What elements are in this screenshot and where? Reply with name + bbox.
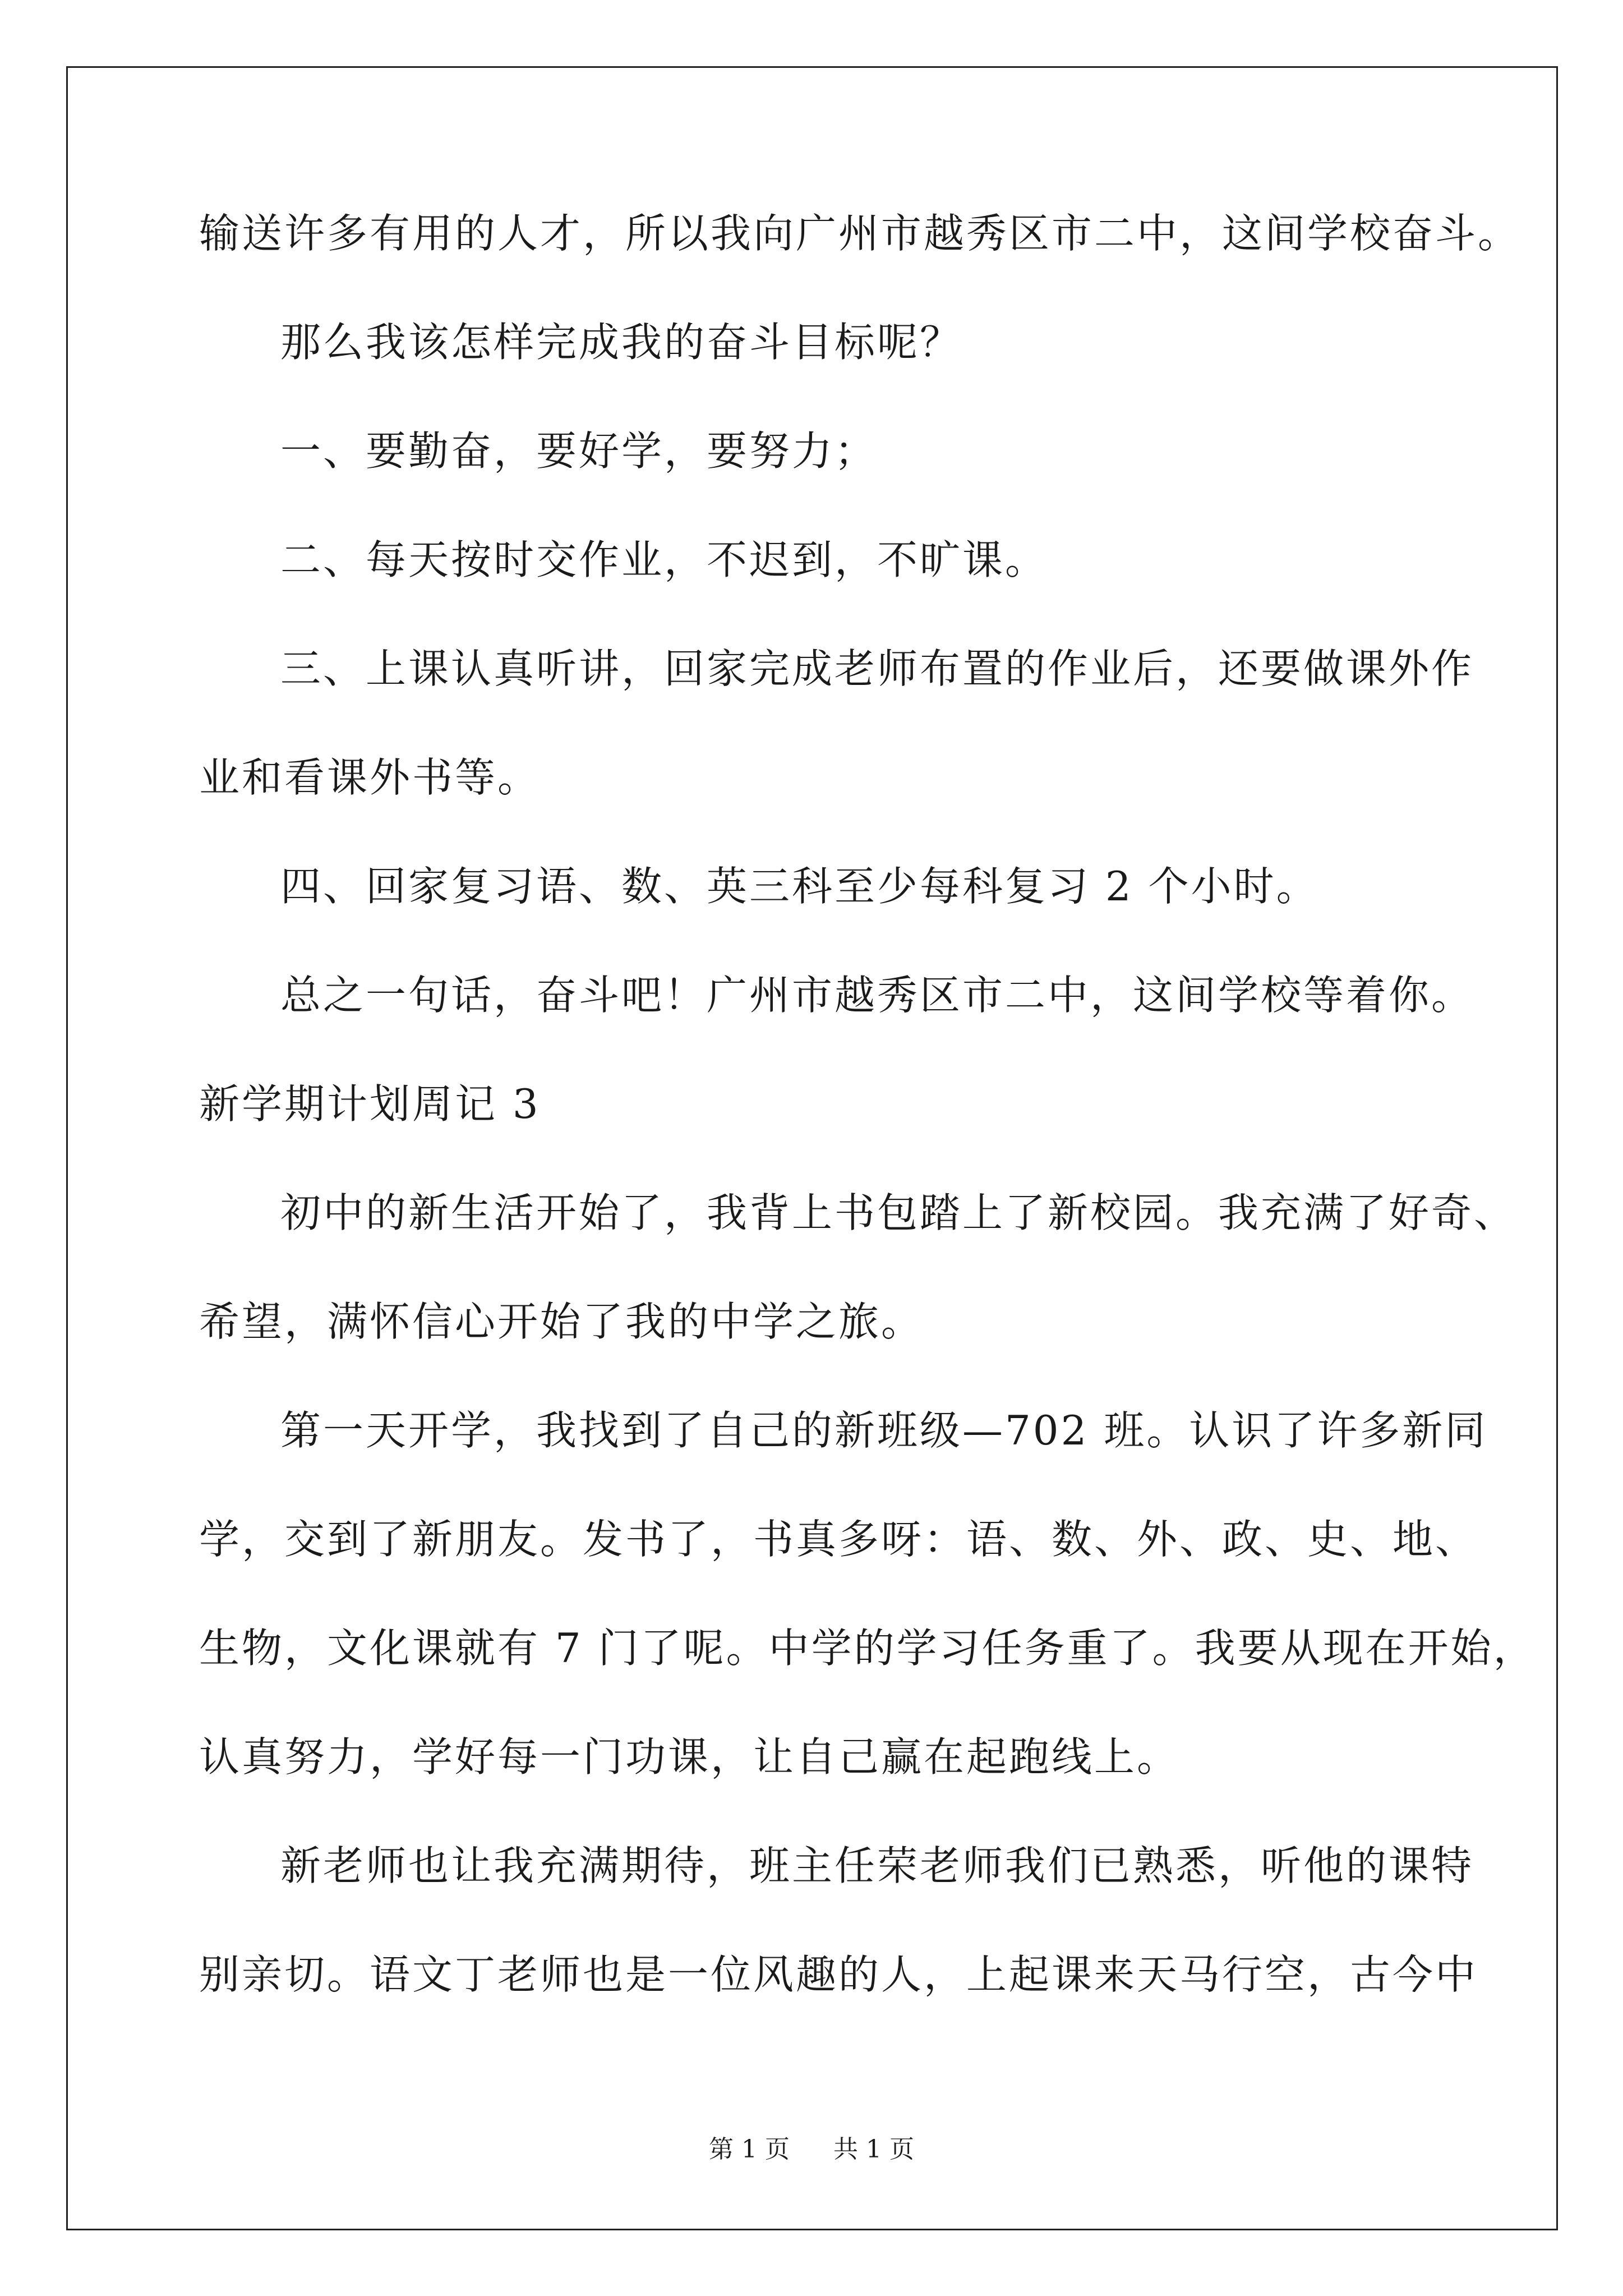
text-line: 认真努力，学好每一门功课，让自己赢在起跑线上。 <box>199 1733 1180 1780</box>
document-body <box>199 210 1536 1998</box>
text-line: 二、每天按时交作业，不迟到，不旷课。 <box>280 536 1048 583</box>
text-line: 一、要勤奋，要好学，要努力； <box>280 427 878 475</box>
text-line: 别亲切。语文丁老师也是一位风趣的人，上起课来天马行空，古今中 <box>199 1951 1478 1998</box>
section-heading: 新学期计划周记 3 <box>199 1080 541 1128</box>
text-line: 三、上课认真听讲，回家完成老师布置的作业后，还要做课外作 <box>280 645 1474 692</box>
page-total: 共 1 页 <box>833 2135 914 2164</box>
text-line: 生物，文化课就有 7 门了呢。中学的学习任务重了。我要从现在开始， <box>199 1625 1536 1672</box>
text-line: 新老师也让我充满期待，班主任荣老师我们已熟悉，听他的课特 <box>280 1842 1474 1889</box>
text-line: 输送许多有用的人才，所以我向广州市越秀区市二中，这间学校奋斗。 <box>199 210 1521 257</box>
page-number: 第 1 页 <box>709 2135 790 2164</box>
text-line: 第一天开学，我找到了自己的新班级—702 班。认识了许多新同 <box>280 1407 1488 1454</box>
text-line: 总之一句话，奋斗吧！广州市越秀区市二中，这间学校等着你。 <box>280 972 1474 1019</box>
text-line: 那么我该怎样完成我的奋斗目标呢？ <box>280 319 963 366</box>
text-line: 初中的新生活开始了，我背上书包踏上了新校园。我充满了好奇、 <box>280 1189 1517 1236</box>
text-line: 希望，满怀信心开始了我的中学之旅。 <box>199 1298 924 1345</box>
text-line: 学，交到了新朋友。发书了，书真多呀：语、数、外、政、史、地、 <box>199 1516 1478 1563</box>
page-footer <box>0 2137 1623 2162</box>
text-line: 业和看课外书等。 <box>199 754 541 801</box>
text-line: 四、回家复习语、数、英三科至少每科复习 2 个小时。 <box>280 863 1319 910</box>
